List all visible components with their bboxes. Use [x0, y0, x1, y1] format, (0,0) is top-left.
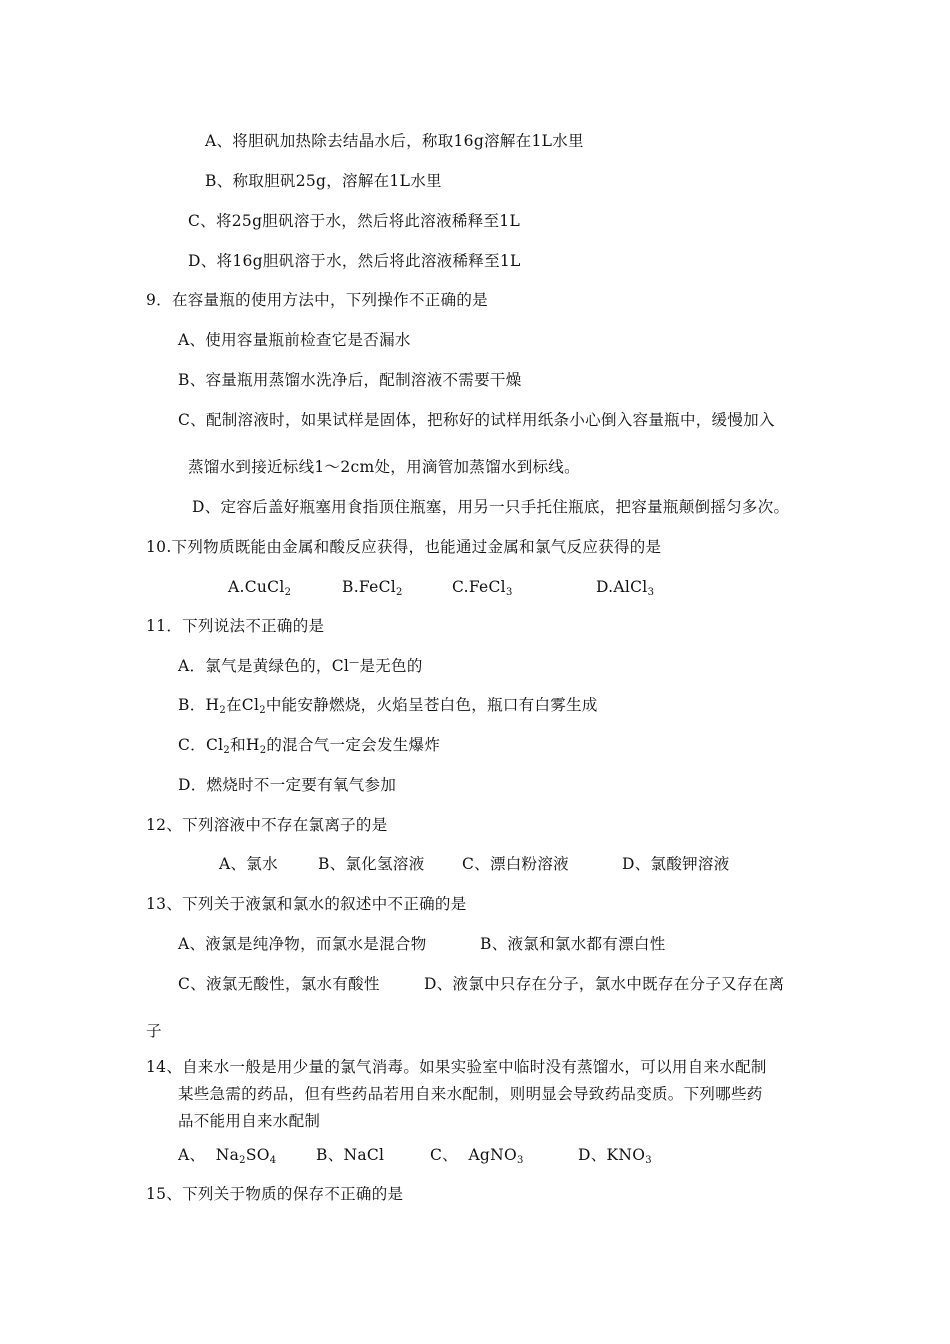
q12-option-b: B、氯化氢溶液	[318, 855, 425, 873]
q14-options	[178, 1145, 798, 1165]
q10-option-b: B.FeCl$_2$	[342, 578, 403, 598]
q11-option-d: D．燃烧时不一定要有氧气参加	[178, 776, 397, 794]
q11-option-a: A．氯气是黄绿色的，Cl—是无色的	[178, 657, 423, 675]
q14-option-d: D、$KNO_3$	[578, 1146, 652, 1166]
q12-stem: 12、下列溶液中不存在氯离子的是	[146, 816, 388, 834]
q10-option-a: A.CuCl$_2$	[228, 578, 292, 598]
q12-option-d: D、氯酸钾溶液	[622, 855, 730, 873]
q14-option-a: A、 $Na_2SO_4$	[178, 1146, 277, 1166]
q9-option-c-line1: C、配制溶液时，如果试样是固体，把称好的试样用纸条小心倒入容量瓶中，缓慢加入	[178, 411, 775, 429]
q9-option-d: D、定容后盖好瓶塞用食指顶住瓶塞，用另一只手托住瓶底，把容量瓶颠倒摇匀多次。	[192, 498, 790, 516]
q12-option-c: C、漂白粉溶液	[462, 855, 569, 873]
q10-stem: 10.下列物质既能由金属和酸反应获得，也能通过金属和氯气反应获得的是	[146, 538, 662, 556]
q8-option-d: D、将16g胆矾溶于水，然后将此溶液稀释至1L	[188, 252, 521, 270]
q13-option-d: D、液氯中只存在分子，氯水中既存在分子又存在离	[424, 975, 785, 993]
q12-option-a: A、氯水	[219, 855, 278, 873]
q13-option-c: C、液氯无酸性，氯水有酸性	[178, 975, 380, 993]
q11-option-b: B．$H_2$在$Cl_2$中能安静燃烧，火焰呈苍白色，瓶口有白雾生成	[178, 696, 598, 716]
q14-option-c: C、 AgNO$_3$	[430, 1146, 524, 1166]
q15-stem: 15、下列关于物质的保存不正确的是	[146, 1185, 404, 1203]
q13-option-a: A、液氯是纯净物，而氯水是混合物	[178, 935, 427, 953]
q8-option-b: B、称取胆矾25g，溶解在1L水里	[205, 172, 442, 190]
q14-stem-line2: 某些急需的药品，但有些药品若用自来水配制，则明显会导致药品变质。下列哪些药	[178, 1085, 763, 1103]
q10-option-d: D.AlCl$_3$	[596, 578, 655, 598]
q8-option-c: C、将25g胆矾溶于水，然后将此溶液稀释至1L	[188, 212, 521, 230]
q10-options	[146, 577, 766, 597]
q13-stem: 13、下列关于液氯和氯水的叙述中不正确的是	[146, 895, 467, 913]
q13-option-b: B、液氯和氯水都有漂白性	[480, 935, 666, 953]
q11-option-c: C．$Cl_2$和$H_2$的混合气一定会发生爆炸	[178, 736, 441, 756]
q12-options	[146, 854, 766, 874]
q9-stem: 9．在容量瓶的使用方法中，下列操作不正确的是	[146, 291, 488, 309]
q13-row1	[178, 934, 798, 954]
q10-option-c: C.FeCl$_3$	[452, 578, 513, 598]
q9-option-c-line2: 蒸馏水到接近标线1～2cm处，用滴管加蒸馏水到标线。	[188, 458, 580, 476]
q9-option-a: A、使用容量瓶前检查它是否漏水	[178, 331, 411, 349]
q13-row2	[178, 974, 818, 994]
q11-stem: 11．下列说法不正确的是	[146, 617, 325, 635]
q14-option-b: B、NaCl	[316, 1146, 385, 1164]
q14-stem-line1: 14、自来水一般是用少量的氯气消毒。如果实验室中临时没有蒸馏水，可以用自来水配制	[146, 1058, 767, 1076]
q13-option-d-continued: 子	[146, 1022, 162, 1040]
q9-option-b: B、容量瓶用蒸馏水洗净后，配制溶液不需要干燥	[178, 371, 522, 389]
q14-stem-line3: 品不能用自来水配制	[178, 1112, 321, 1130]
q8-option-a: A、将胆矾加热除去结晶水后，称取16g溶解在1L水里	[205, 132, 584, 150]
